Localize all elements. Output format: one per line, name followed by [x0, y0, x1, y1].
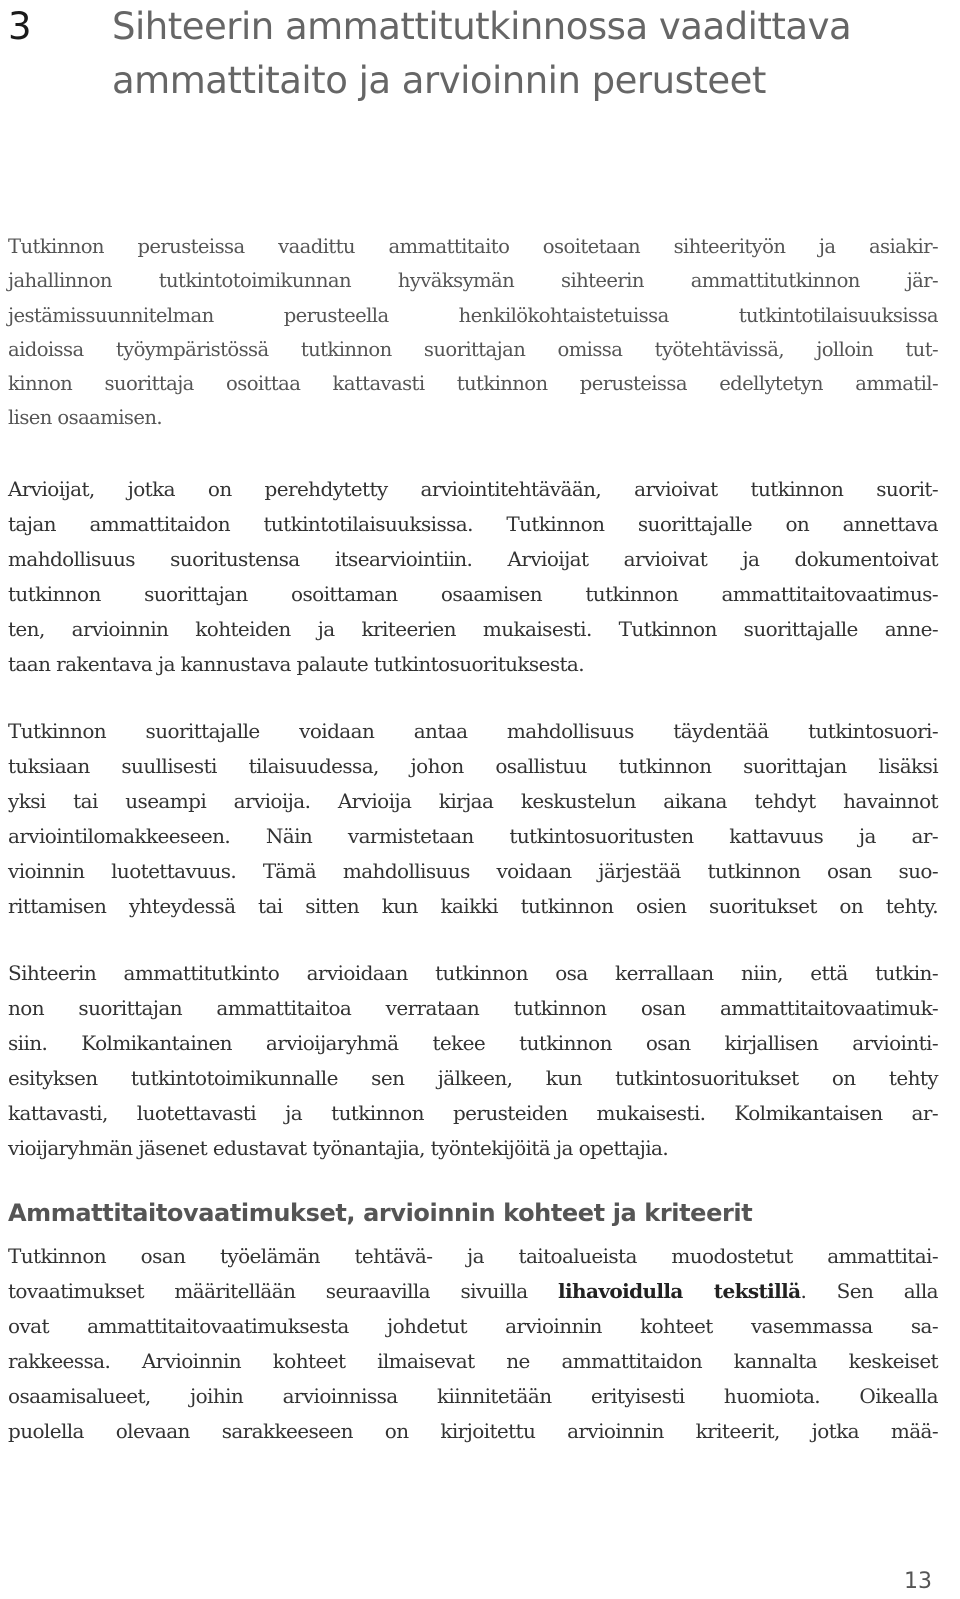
paragraph-line: Tutkinnon perusteissa vaadittu ammattitaito osoitetaan sihteerityön ja asiakir-: [8, 235, 938, 258]
paragraph-line: esityksen tutkintotoimikunnalle sen jälkeen, kun tutkintosuoritukset on tehty: [8, 1066, 938, 1090]
paragraph-2: [8, 472, 938, 682]
paragraph-4: [8, 956, 938, 1166]
paragraph-line: kinnon suorittaja osoittaa kattavasti tutkinnon perusteissa edellytetyn ammatil-: [8, 372, 938, 396]
paragraph-line: arviointilomakkeeseen. Näin varmistetaan tutkintosuoritusten kattavuus ja ar-: [8, 824, 938, 848]
chapter-number: 3: [8, 5, 32, 48]
paragraph-line: mahdollisuus suoritustensa itsearviointiin. Arvioijat arvioivat ja dokumentoivat: [8, 547, 938, 571]
paragraph-line: Sihteerin ammattitutkinto arvioidaan tutkinnon osa kerrallaan niin, että tutkin-: [8, 961, 938, 985]
page-number: 13: [904, 1569, 932, 1594]
paragraph-line: taan rakentava ja kannustava palaute tutkintosuorituksesta.: [8, 652, 585, 676]
paragraph-line: osaamisalueet, joihin arvioinnissa kiinnitetään erityisesti huomiota. Oikealla: [8, 1384, 938, 1408]
paragraph-line: jahallinnon tutkintotoimikunnan hyväksymän sihteerin ammattitutkinnon jär-: [8, 269, 938, 293]
paragraph-line: vioijaryhmän jäsenet edustavat työnantajia, työntekijöitä ja opettajia.: [8, 1136, 669, 1160]
paragraph-line: Tutkinnon suorittajalle voidaan antaa mahdollisuus täydentää tutkintosuori-: [8, 719, 938, 743]
line-text-end: . Sen alla: [800, 1279, 938, 1303]
chapter-title: [112, 0, 942, 108]
paragraph-line: kattavasti, luotettavasti ja tutkinnon perusteiden mukaisesti. Kolmikantaisen ar-: [8, 1101, 938, 1125]
paragraph-line: tajan ammattitaidon tutkintotilaisuuksissa. Tutkinnon suorittajalle on annettava: [8, 512, 938, 536]
paragraph-line: lisen osaamisen.: [8, 406, 162, 430]
paragraph-line: yksi tai useampi arvioija. Arvioija kirjaa keskustelun aikana tehdyt havainnot: [8, 789, 938, 813]
paragraph-line: Arvioijat, jotka on perehdytetty arviointitehtävään, arvioivat tutkinnon suorit-: [8, 477, 938, 501]
paragraph-3: [8, 714, 938, 924]
chapter-title-line-1: Sihteerin ammattitutkinnossa vaadittava: [112, 5, 852, 48]
chapter-title-line-2: ammattitaito ja arvioinnin perusteet: [112, 59, 766, 102]
paragraph-line: rakkeessa. Arvioinnin kohteet ilmaisevat ne ammattitaidon kannalta keskeiset: [8, 1349, 938, 1373]
paragraph-line: ten, arvioinnin kohteiden ja kriteerien mukaisesti. Tutkinnon suorittajalle anne-: [8, 617, 938, 641]
paragraph-5: [8, 1239, 938, 1449]
paragraph-line: non suorittajan ammattitaitoa verrataan tutkinnon osan ammattitaitovaatimuk-: [8, 996, 938, 1020]
paragraph-line: siin. Kolmikantainen arvioijaryhmä tekee tutkinnon osan kirjallisen arviointi-: [8, 1031, 938, 1055]
paragraph-line: aidoissa työympäristössä tutkinnon suorittajan omissa työtehtävissä, jolloin tut-: [8, 337, 938, 361]
paragraph-line: tutkinnon suorittajan osoittaman osaamisen tutkinnon ammattitaitovaatimus-: [8, 582, 938, 606]
section-subheading: Ammattitaitovaatimukset, arvioinnin kohteet ja kriteerit: [8, 1199, 753, 1227]
paragraph-line: [8, 1274, 938, 1309]
paragraph-line: ovat ammattitaitovaatimuksesta johdetut arvioinnin kohteet vasemmassa sa-: [8, 1314, 938, 1338]
paragraph-line: vioinnin luotettavuus. Tämä mahdollisuus voidaan järjestää tutkinnon osan suo-: [8, 859, 938, 883]
line-text-start: tovaatimukset määritellään seuraavilla sivuilla: [8, 1279, 559, 1303]
paragraph-1: [8, 230, 938, 436]
paragraph-line: puolella olevaan sarakkeeseen on kirjoitettu arvioinnin kriteerit, jotka mää-: [8, 1419, 938, 1443]
bold-emphasis: lihavoidulla tekstillä: [558, 1279, 801, 1303]
paragraph-line: Tutkinnon osan työelämän tehtävä- ja taitoalueista muodostetut ammattitai-: [8, 1244, 938, 1268]
paragraph-line: jestämissuunnitelman perusteella henkilökohtaistetuissa tutkintotilaisuuksissa: [8, 303, 938, 327]
paragraph-line: tuksiaan suullisesti tilaisuudessa, johon osallistuu tutkinnon suorittajan lisäksi: [8, 754, 938, 778]
paragraph-line: rittamisen yhteydessä tai sitten kun kaikki tutkinnon osien suoritukset on tehty.: [8, 894, 938, 918]
